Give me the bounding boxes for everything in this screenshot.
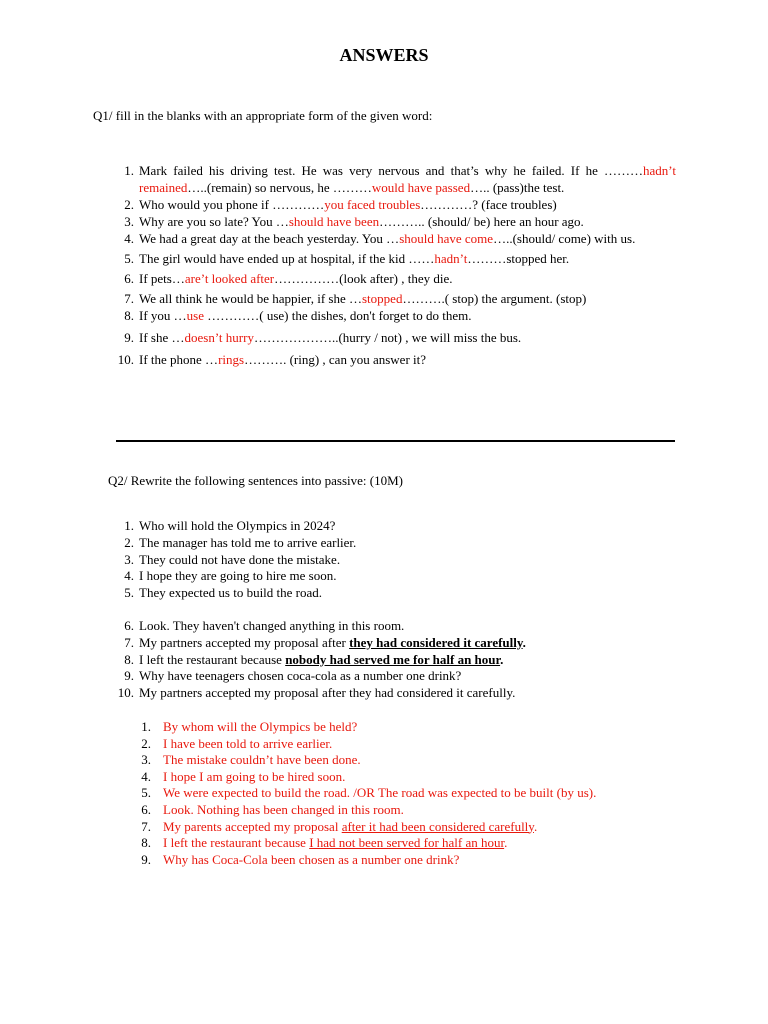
- answer-item: 9. Why has Coca-Cola been chosen as a number one drink?: [141, 851, 460, 867]
- answer-list: [132, 719, 662, 868]
- answer-item: 7. My parents accepted my proposal after it had been considered carefully.: [141, 818, 538, 834]
- q1-item: 3. Why are you so late? You …should have been……….. (should/ be) here an hour ago.: [124, 214, 584, 229]
- answer-item: 2. I have been told to arrive earlier.: [141, 735, 333, 751]
- q2-item: 9. Why have teenagers chosen coca-cola as a number one drink?: [124, 668, 462, 684]
- q2-item: 6. Look. They haven't changed anything in this room.: [124, 617, 405, 633]
- q1-item: 7. We all think he would be happier, if she …stopped……….( stop) the argument. (stop): [124, 291, 587, 306]
- q1-item: 1. Mark failed his driving test. He was very nervous and that’s why he failed. If he ………hadn’t remained…..(remain) so nervous, he ………would have passed….. (pass)the test.: [124, 163, 676, 195]
- q2-item: 3. They could not have done the mistake.: [124, 551, 341, 567]
- page-title: ANSWERS: [339, 45, 429, 65]
- answer-item: 3. The mistake couldn’t have been done.: [141, 752, 361, 768]
- q2-item: 10. My partners accepted my proposal after they had considered it carefully.: [117, 685, 516, 701]
- q2-item: 8. I left the restaurant because nobody had served me for half an hour.: [124, 651, 504, 667]
- answer-item: 5. We were expected to build the road. /OR The road was expected to be built (by us).: [141, 785, 597, 801]
- q1-item: 6. If pets…are’t looked after……………(look after) , they die.: [124, 271, 453, 286]
- q1-item: 9. If she …doesn’t hurry………………..(hurry / not) , we will miss the bus.: [124, 330, 522, 345]
- answer-item: 1. By whom will the Olympics be held?: [141, 719, 358, 734]
- q2-item: 7. My partners accepted my proposal after they had considered it carefully.: [124, 634, 526, 650]
- q1-item: 10. If the phone …rings………. (ring) , can you answer it?: [117, 352, 427, 367]
- q2-item: 5. They expected us to build the road.: [124, 585, 323, 601]
- section-divider: [116, 440, 675, 442]
- q2-heading: Q2/ Rewrite the following sentences into passive: (10M): [108, 473, 403, 488]
- answer-item: 6. Look. Nothing has been changed in this room.: [141, 801, 404, 817]
- q1-item: 8. If you …use …………( use) the dishes, don't forget to do them.: [124, 308, 472, 323]
- q2-item: 1. Who will hold the Olympics in 2024?: [124, 518, 336, 533]
- answer-item: 8. I left the restaurant because I had not been served for half an hour.: [141, 835, 508, 851]
- q1-list: [108, 162, 676, 368]
- q2-item: 4. I hope they are going to hire me soon.: [124, 568, 337, 584]
- q1-item: 4. We had a great day at the beach yesterday. You …should have come…..(should/ come) with us.: [124, 231, 636, 246]
- answer-item: 4. I hope I am going to be hired soon.: [141, 768, 346, 784]
- q2-list: [108, 518, 676, 702]
- q1-item: 2. Who would you phone if …………you faced troubles…………? (face troubles): [124, 197, 557, 212]
- q2-item: 2. The manager has told me to arrive earlier.: [124, 534, 357, 550]
- q1-heading: Q1/ fill in the blanks with an appropriate form of the given word:: [93, 108, 433, 123]
- q1-item: 5. The girl would have ended up at hospital, if the kid ……hadn’t………stopped her.: [124, 251, 570, 266]
